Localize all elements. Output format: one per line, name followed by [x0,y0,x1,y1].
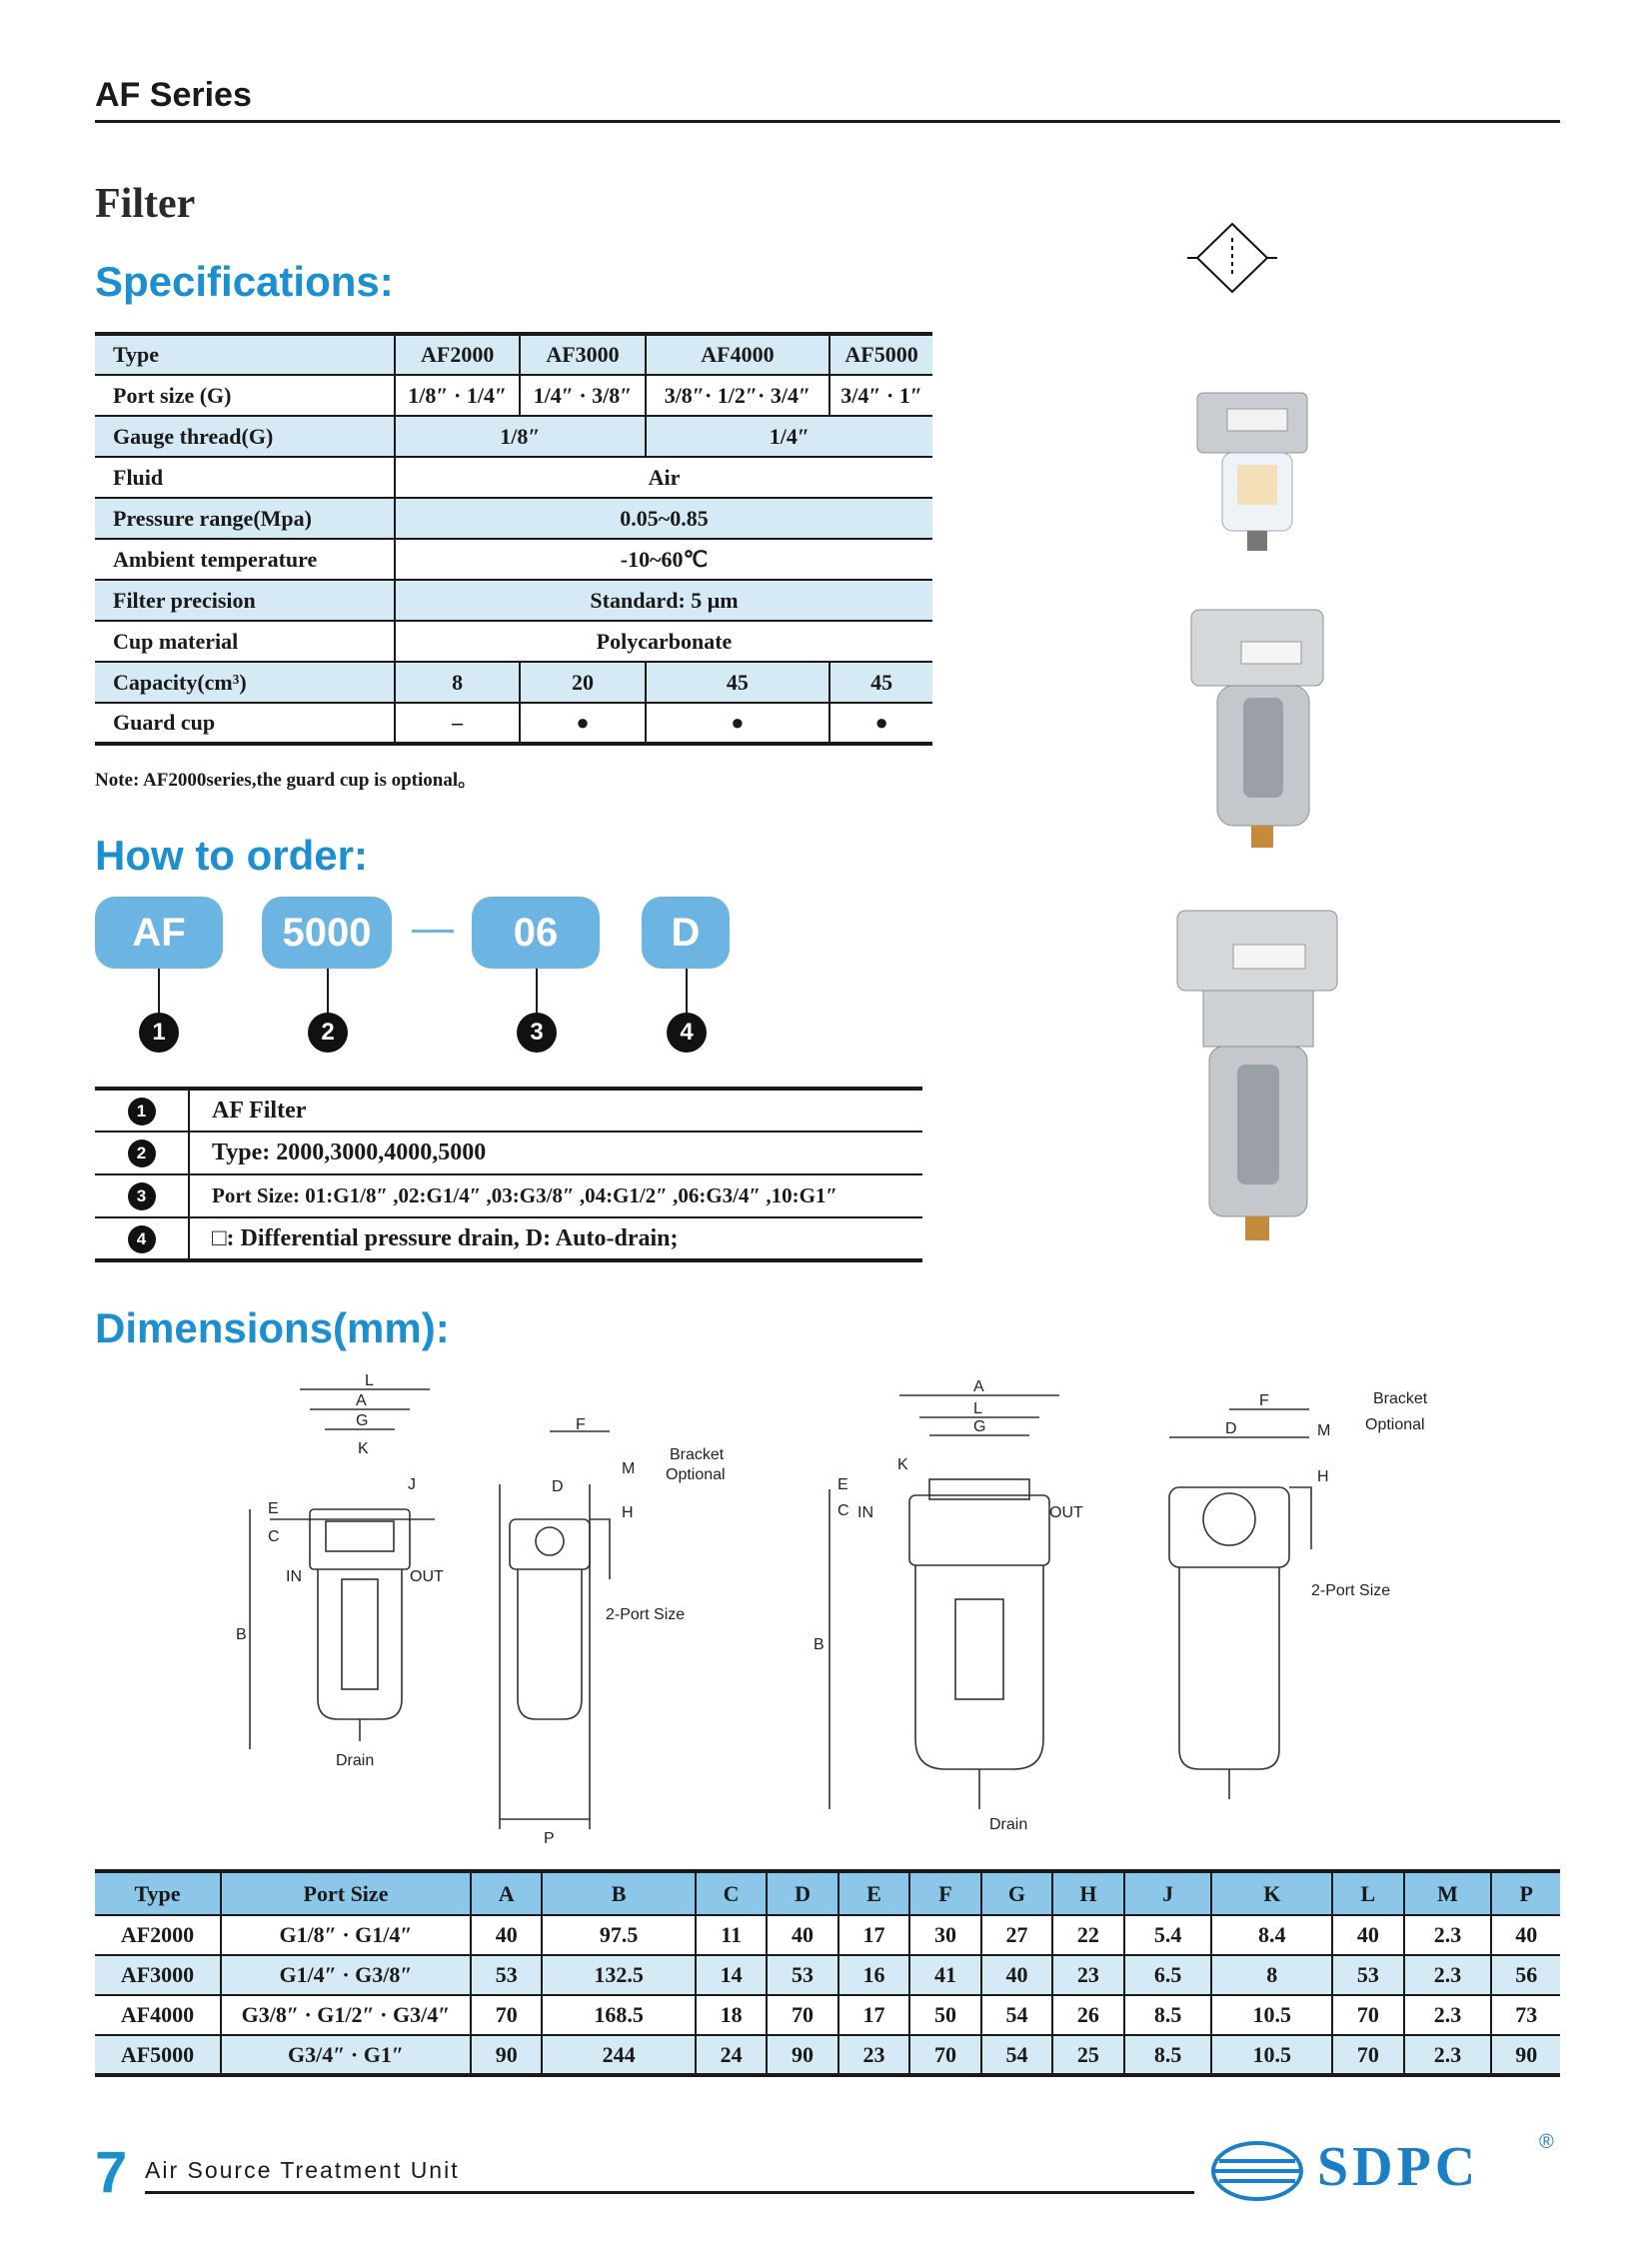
spec-row [95,375,932,416]
dim-label-P: P [544,1830,555,1847]
spec-label: Port size (G) [95,375,395,416]
dim-label-M: M [622,1460,636,1477]
dim-cell: 8.5 [1124,1995,1212,2035]
filter-symbol-icon [1187,218,1277,298]
dim-label-K: K [897,1456,908,1473]
dim-cell: 22 [1052,1915,1123,1955]
spec-value: -10~60℃ [395,539,932,580]
dim-header: D [767,1871,837,1915]
dim-cell: 56 [1491,1955,1560,1995]
dim-cell: G3/4″ · G1″ [221,2035,471,2075]
page-number: 7 [95,2140,128,2205]
in-label: IN [857,1504,873,1521]
registered-mark: ® [1539,2131,1554,2153]
spec-label: Ambient temperature [95,539,395,580]
dim-cell: 16 [838,1955,909,1995]
dim-label-B: B [814,1636,825,1653]
dim-cell: 70 [471,1995,542,2035]
dim-cell: G3/8″ · G1/2″ · G3/4″ [221,1995,471,2035]
spec-label: Pressure range(Mpa) [95,498,395,539]
order-code-port: 06 [472,897,600,969]
dim-cell: 23 [838,2035,909,2075]
spec-value: 8 [395,662,520,703]
dim-label-G: G [356,1412,369,1429]
dim-cell: 53 [471,1955,542,1995]
spec-value: 1/8″ [395,416,646,457]
dim-label-G: G [973,1418,986,1435]
dim-cell: 23 [1052,1955,1123,1995]
dimensions-table [95,1869,1560,2077]
dim-cell: 14 [696,1955,767,1995]
spec-value: 1/4″ · 3/8″ [520,375,645,416]
spec-value: AF4000 [646,334,829,375]
dim-label-M: M [1317,1422,1331,1439]
dim-label-D: D [552,1478,564,1495]
order-badge-2: 2 [308,1013,348,1053]
order-legend-row [95,1217,922,1260]
dim-label-B: B [236,1626,247,1643]
dim-cell: 2.3 [1404,1915,1492,1955]
spec-label: Cup material [95,621,395,662]
how-to-order-heading: How to order: [95,832,368,879]
spec-row [95,457,932,498]
dim-cell: AF2000 [95,1915,221,1955]
order-badge-3: 3 [517,1013,557,1053]
dim-cell: 90 [767,2035,837,2075]
dim-cell: 5.4 [1124,1915,1212,1955]
drain-label: Drain [336,1752,375,1769]
spec-row [95,621,932,662]
dim-cell: 2.3 [1404,1995,1492,2035]
spec-row [95,498,932,539]
bracket-label: Bracket [670,1446,725,1463]
dim-cell: 26 [1052,1995,1123,2035]
spec-value: ● [829,703,932,744]
dim-row [95,2035,1560,2075]
order-legend-number: 1 [128,1098,156,1126]
series-title: AF Series [95,76,252,114]
spec-value: Polycarbonate [395,621,932,662]
dim-header: Port Size [221,1871,471,1915]
spec-value: Standard: 5 μm [395,580,932,621]
spec-label: Type [95,334,395,375]
dim-cell: 244 [542,2035,695,2075]
dim-cell: 18 [696,1995,767,2035]
port-size-label: 2-Port Size [606,1606,686,1623]
dim-cell: AF3000 [95,1955,221,1995]
spec-label: Guard cup [95,703,395,744]
dim-header: A [471,1871,542,1915]
dim-cell: 27 [981,1915,1052,1955]
page-title: Filter [95,181,196,227]
spec-value: AF2000 [395,334,520,375]
dim-label-F: F [1259,1392,1269,1409]
dim-cell: 53 [1332,1955,1403,1995]
dim-cell: 25 [1052,2035,1123,2075]
dim-cell: 54 [981,1995,1052,2035]
dim-label-E: E [268,1500,279,1517]
product-photo-af5000 [1173,905,1343,1244]
product-photo-af2000 [1187,385,1337,565]
dim-label-C: C [268,1528,280,1545]
dim-cell: 8.4 [1211,1915,1332,1955]
port-size-label: 2-Port Size [1311,1582,1391,1599]
spec-label: Fluid [95,457,395,498]
spec-value: 3/4″ · 1″ [829,375,932,416]
dim-header: B [542,1871,695,1915]
dim-header: Type [95,1871,221,1915]
dim-header: E [838,1871,909,1915]
dim-label-L: L [365,1372,374,1389]
dim-cell: 40 [1332,1915,1403,1955]
dim-cell: G1/4″ · G3/8″ [221,1955,471,1995]
dim-cell: 168.5 [542,1995,695,2035]
spec-value: 45 [829,662,932,703]
spec-value: 45 [646,662,829,703]
dim-cell: 30 [909,1915,980,1955]
order-code-type: 5000 [262,897,392,969]
order-legend-row [95,1174,922,1217]
dim-label-J: J [408,1476,416,1493]
dim-cell: 70 [1332,2035,1403,2075]
dim-cell: 10.5 [1211,1995,1332,2035]
dim-label-D: D [1225,1420,1237,1437]
spec-value: 3/8″· 1/2″· 3/4″ [646,375,829,416]
dim-cell: 50 [909,1995,980,2035]
dimension-drawings [230,1369,1459,1849]
dim-row [95,1955,1560,1995]
footer-caption: Air Source Treatment Unit [145,2157,460,2183]
order-legend-number: 3 [128,1182,156,1210]
optional-label: Optional [1365,1416,1425,1433]
dim-label-H: H [1317,1468,1329,1485]
dim-label-A: A [356,1392,367,1409]
dim-cell: 40 [471,1915,542,1955]
dim-cell: 24 [696,2035,767,2075]
spec-value: – [395,703,520,744]
dim-cell: 70 [767,1995,837,2035]
dim-cell: 6.5 [1124,1955,1212,1995]
optional-label: Optional [666,1466,726,1483]
dim-cell: 2.3 [1404,2035,1492,2075]
dim-cell: 8.5 [1124,2035,1212,2075]
spec-label: Gauge thread(G) [95,416,395,457]
dim-label-A: A [973,1378,984,1395]
dim-cell: 90 [1491,2035,1560,2075]
dim-header: F [909,1871,980,1915]
dim-cell: 40 [767,1915,837,1955]
dim-label-C: C [837,1502,849,1519]
spec-value: ● [520,703,645,744]
spec-value: ● [646,703,829,744]
dim-label-L: L [973,1400,982,1417]
dim-cell: 132.5 [542,1955,695,1995]
dim-cell: 17 [838,1915,909,1955]
spec-label: Capacity(cm³) [95,662,395,703]
dim-cell: 11 [696,1915,767,1955]
dim-cell: 90 [471,2035,542,2075]
drain-label: Drain [989,1816,1028,1833]
dim-header: K [1211,1871,1332,1915]
order-legend-text: Port Size: 01:G1/8″ ,02:G1/4″ ,03:G3/8″ ,04:G1/2″ ,06:G3/4″ ,10:G1″ [212,1183,838,1207]
dim-label-E: E [837,1476,848,1493]
out-label: OUT [410,1568,444,1585]
order-legend-row [95,1089,922,1131]
sdpc-logo-icon [1209,2139,1305,2203]
dim-header: G [981,1871,1052,1915]
dimensions-heading: Dimensions(mm): [95,1304,450,1351]
specifications-table [95,332,932,746]
dim-cell: 97.5 [542,1915,695,1955]
out-label: OUT [1049,1504,1083,1521]
spec-value: Air [395,457,932,498]
spec-value: 1/8″ · 1/4″ [395,375,520,416]
dim-header: J [1124,1871,1212,1915]
order-legend-text: □: Differential pressure drain, D: Auto-drain; [212,1224,679,1251]
dim-row [95,1915,1560,1955]
dim-header: P [1491,1871,1560,1915]
dim-label-H: H [622,1504,634,1521]
spec-value: 20 [520,662,645,703]
dim-cell: 8 [1211,1955,1332,1995]
spec-value: AF3000 [520,334,645,375]
in-label: IN [286,1568,302,1585]
dim-cell: 40 [981,1955,1052,1995]
dim-cell: 2.3 [1404,1955,1492,1995]
spec-value: 1/4″ [646,416,932,457]
order-legend-row [95,1131,922,1174]
dim-label-K: K [358,1440,369,1457]
dim-cell: 40 [1491,1915,1560,1955]
dim-header: L [1332,1871,1403,1915]
spec-row [95,703,932,744]
order-legend-text: Type: 2000,3000,4000,5000 [212,1139,487,1165]
spec-row [95,334,932,375]
product-photo-af3000 [1187,602,1337,852]
dim-header: H [1052,1871,1123,1915]
specifications-heading: Specifications: [95,258,394,305]
dim-cell: 17 [838,1995,909,2035]
dim-cell: 70 [1332,1995,1403,2035]
order-legend-text: AF Filter [212,1097,307,1124]
dim-cell: 53 [767,1955,837,1995]
bracket-label: Bracket [1373,1390,1428,1407]
dim-cell: AF4000 [95,1995,221,2035]
dim-cell: AF5000 [95,2035,221,2075]
spec-row [95,662,932,703]
dim-header: M [1404,1871,1492,1915]
spec-note: Note: AF2000series,the guard cup is optional。 [95,770,478,791]
dim-cell: G1/8″ · G1/4″ [221,1915,471,1955]
dim-row [95,1995,1560,2035]
order-code-series: AF [95,897,223,969]
order-code-drain: D [642,897,730,969]
dim-cell: 41 [909,1955,980,1995]
order-legend-table [95,1087,922,1262]
dim-cell: 73 [1491,1995,1560,2035]
spec-label: Filter precision [95,580,395,621]
order-separator [412,930,454,933]
spec-row [95,580,932,621]
dim-cell: 54 [981,2035,1052,2075]
dim-cell: 70 [909,2035,980,2075]
order-badge-1: 1 [139,1013,179,1053]
order-badge-4: 4 [667,1013,707,1053]
order-legend-number: 2 [128,1139,156,1167]
dim-cell: 10.5 [1211,2035,1332,2075]
dim-header: C [696,1871,767,1915]
brand-logo-text: SDPC [1317,2136,1480,2198]
spec-value: AF5000 [829,334,932,375]
spec-row [95,539,932,580]
dim-label-F: F [576,1416,586,1433]
order-legend-number: 4 [128,1225,156,1253]
spec-row [95,416,932,457]
spec-value: 0.05~0.85 [395,498,932,539]
footer-rule [145,2191,1194,2194]
header-rule [95,120,1560,123]
